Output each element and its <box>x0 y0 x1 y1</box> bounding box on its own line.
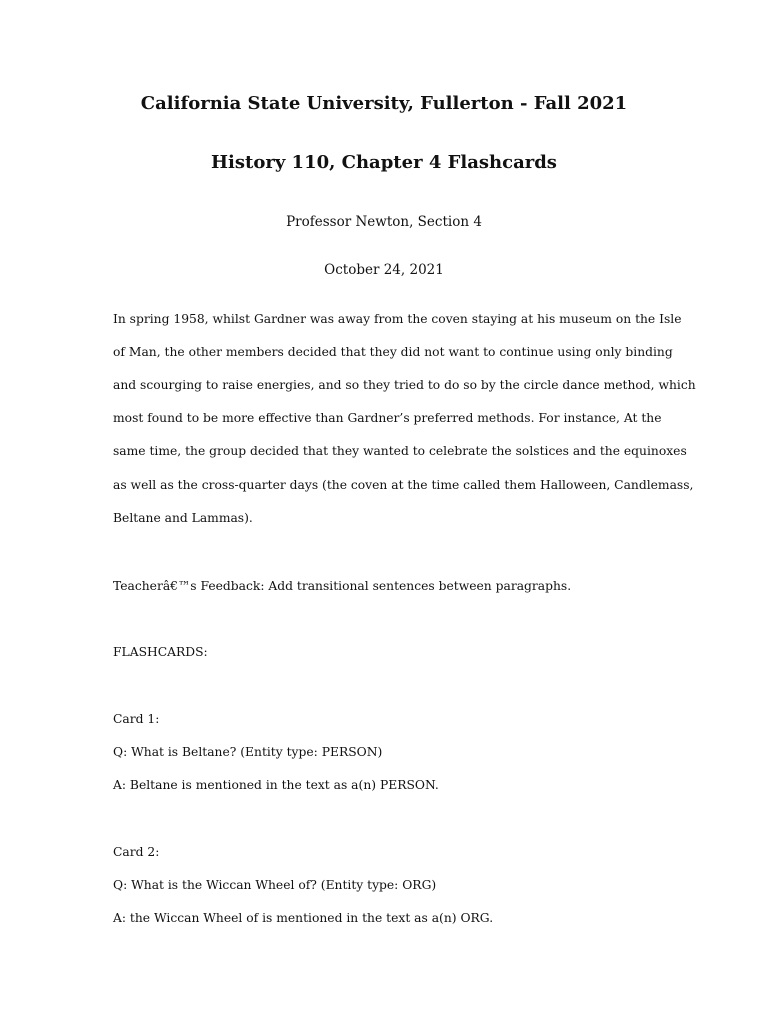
flashcards-heading: FLASHCARDS: <box>113 645 208 659</box>
paragraph-line: same time, the group decided that they wanted to celebrate the solstices and the equinoxes <box>113 444 687 458</box>
paragraph-line: In spring 1958, whilst Gardner was away from the coven staying at his museum on the Isle <box>113 312 682 326</box>
paragraph-line: Beltane and Lammas). <box>113 511 253 525</box>
university-heading: California State University, Fullerton - Fall 2021 <box>140 93 628 114</box>
paragraph-line: of Man, the other members decided that they did not want to continue using only binding <box>113 345 673 359</box>
card-question: Q: What is Beltane? (Entity type: PERSON) <box>113 745 383 759</box>
card-question: Q: What is the Wiccan Wheel of? (Entity type: ORG) <box>113 878 437 892</box>
teacher-feedback: Teacherâ€™s Feedback: Add transitional sentences between paragraphs. <box>113 579 572 593</box>
paragraph-line: and scourging to raise energies, and so they tried to do so by the circle dance method, which <box>113 378 696 392</box>
professor-line: Professor Newton, Section 4 <box>286 214 482 230</box>
paragraph-line: most found to be more effective than Gardner’s preferred methods. For instance, At the <box>113 411 662 425</box>
course-heading: History 110, Chapter 4 Flashcards <box>211 152 557 173</box>
card-label: Card 2: <box>113 845 160 859</box>
card-answer: A: Beltane is mentioned in the text as a(n) PERSON. <box>113 778 439 792</box>
card-answer: A: the Wiccan Wheel of is mentioned in the text as a(n) ORG. <box>113 911 494 925</box>
paragraph-line: as well as the cross-quarter days (the coven at the time called them Halloween, Candlemass, <box>113 478 694 492</box>
date-line: October 24, 2021 <box>324 262 444 278</box>
card-label: Card 1: <box>113 712 160 726</box>
